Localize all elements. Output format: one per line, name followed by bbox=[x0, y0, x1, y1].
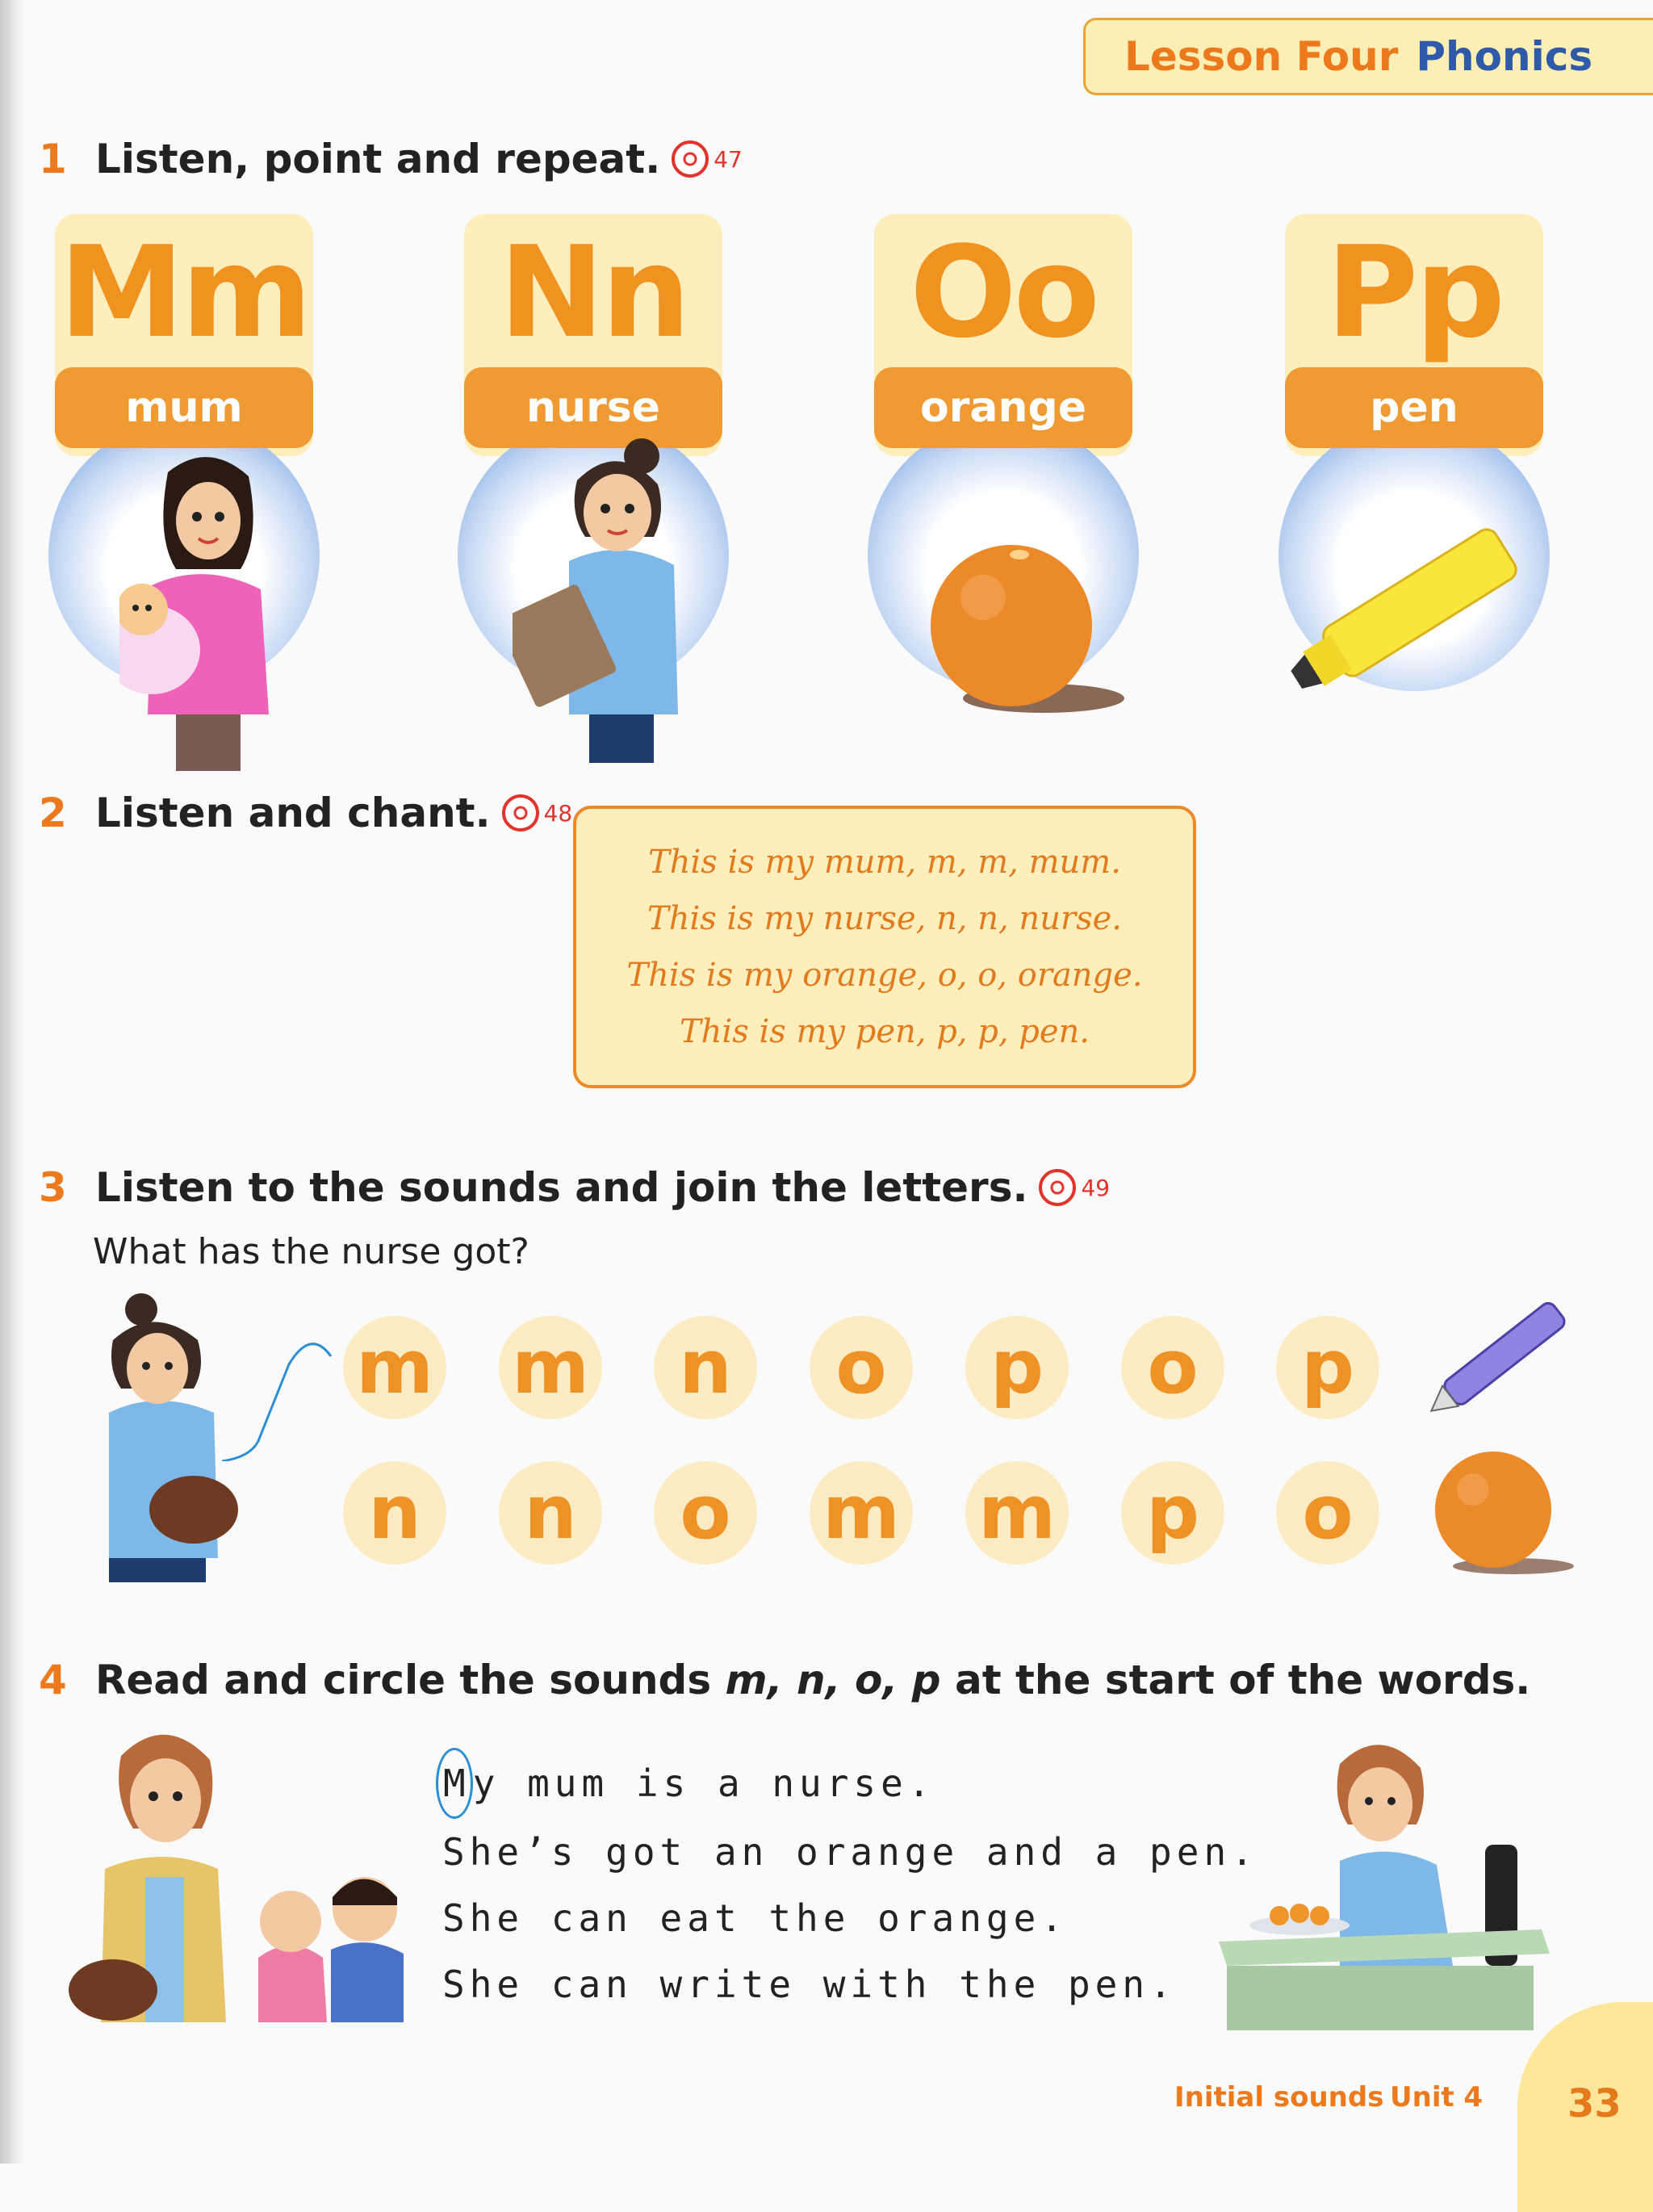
pen-icon bbox=[1412, 1284, 1590, 1429]
letter-bubble[interactable]: o bbox=[1276, 1461, 1379, 1565]
card-word: pen bbox=[1285, 367, 1543, 448]
exercise-instruction: Listen, point and repeat. bbox=[95, 136, 661, 182]
letter-card-m bbox=[55, 214, 313, 779]
exercise-4-heading bbox=[39, 1657, 1530, 1703]
exercise-instruction-sounds: m, n, o, p bbox=[725, 1657, 941, 1703]
reading-line: She can eat the orange. bbox=[442, 1896, 1068, 1940]
letter-bubble[interactable]: m bbox=[499, 1316, 602, 1419]
nurse-icon bbox=[513, 424, 698, 763]
exercise-number: 1 bbox=[39, 136, 67, 182]
card-word: mum bbox=[55, 367, 313, 448]
exercise-1-heading bbox=[39, 136, 743, 182]
track-number: 49 bbox=[1081, 1174, 1111, 1201]
mum-and-baby-icon bbox=[119, 448, 289, 771]
chant-line: This is my mum, m, m, mum. bbox=[648, 844, 1121, 881]
audio-track[interactable] bbox=[502, 794, 573, 832]
letter-bubble[interactable]: n bbox=[654, 1316, 757, 1419]
card-word: nurse bbox=[464, 367, 722, 448]
letter-bubble[interactable]: n bbox=[499, 1461, 602, 1565]
letter-bubble[interactable]: m bbox=[343, 1316, 446, 1419]
audio-cd-icon[interactable] bbox=[672, 140, 709, 178]
chant-line: This is my orange, o, o, orange. bbox=[626, 957, 1143, 994]
letter-bubble[interactable]: m bbox=[810, 1461, 913, 1565]
footer-unit: Unit 4 bbox=[1390, 2081, 1484, 2114]
letter-bubble[interactable]: p bbox=[1276, 1316, 1379, 1419]
letter-bubble[interactable]: m bbox=[965, 1461, 1069, 1565]
card-word: orange bbox=[874, 367, 1132, 448]
exercise-instruction-end: at the start of the words. bbox=[940, 1657, 1531, 1703]
letter-bubble[interactable]: o bbox=[1121, 1316, 1224, 1419]
circled-letter[interactable]: M bbox=[436, 1748, 473, 1819]
chant-box bbox=[573, 806, 1196, 1088]
reading-text bbox=[442, 1748, 1258, 2017]
letter-bubble[interactable]: o bbox=[810, 1316, 913, 1419]
card-letters: Mm bbox=[59, 219, 309, 366]
reading-line: She’s got an orange and a pen. bbox=[442, 1830, 1258, 1874]
audio-cd-icon[interactable] bbox=[1039, 1169, 1076, 1206]
orange-fruit-icon bbox=[914, 537, 1124, 714]
chant-line: This is my nurse, n, n, nurse. bbox=[647, 900, 1122, 937]
exercise-instruction: Listen and chant. bbox=[95, 790, 491, 836]
audio-track[interactable] bbox=[1039, 1169, 1110, 1206]
highlighter-pen-icon bbox=[1269, 505, 1559, 698]
letter-bubble[interactable]: p bbox=[1121, 1461, 1224, 1565]
exercise-question: What has the nurse got? bbox=[93, 1231, 529, 1272]
exercise-instruction: Read and circle the sounds bbox=[95, 1657, 726, 1703]
audio-cd-icon[interactable] bbox=[502, 794, 539, 832]
exercise-number: 2 bbox=[39, 790, 67, 836]
letter-bubble[interactable]: o bbox=[654, 1461, 757, 1565]
letter-card-o bbox=[874, 214, 1132, 779]
track-number: 48 bbox=[543, 799, 573, 827]
page-number-badge bbox=[1517, 2002, 1653, 2212]
exercise-number: 4 bbox=[39, 1657, 67, 1703]
card-letters: Oo bbox=[910, 219, 1097, 366]
lesson-topic: Phonics bbox=[1416, 33, 1593, 80]
reading-line: She can write with the pen. bbox=[442, 1963, 1177, 2006]
mother-and-children-icon bbox=[65, 1716, 404, 2038]
letter-card-n bbox=[464, 214, 722, 779]
exercise-3-heading bbox=[39, 1164, 1110, 1211]
footer-topic: Initial sounds bbox=[1174, 2081, 1384, 2114]
reading-line: M y mum is a nurse. bbox=[442, 1748, 1258, 1819]
book-spine-shadow bbox=[0, 0, 24, 2164]
exercise-instruction: Listen to the sounds and join the letters. bbox=[95, 1164, 1028, 1211]
card-letters: Nn bbox=[499, 219, 688, 366]
letter-bubble[interactable]: n bbox=[343, 1461, 446, 1565]
lesson-label: Lesson Four bbox=[1124, 33, 1399, 80]
exercise-number: 3 bbox=[39, 1164, 67, 1211]
card-letters: Pp bbox=[1325, 219, 1502, 366]
track-number: 47 bbox=[714, 145, 743, 173]
orange-fruit-icon bbox=[1425, 1441, 1578, 1578]
join-line bbox=[218, 1332, 339, 1461]
audio-track[interactable] bbox=[672, 140, 743, 178]
chant-line: This is my pen, p, p, pen. bbox=[679, 1013, 1090, 1050]
nurse-at-desk-icon bbox=[1219, 1724, 1558, 2030]
page-number: 33 bbox=[1567, 2081, 1622, 2126]
letter-bubble[interactable]: p bbox=[965, 1316, 1069, 1419]
exercise-2-heading bbox=[39, 790, 572, 836]
lesson-header bbox=[1083, 18, 1653, 95]
letter-card-p bbox=[1285, 214, 1543, 779]
